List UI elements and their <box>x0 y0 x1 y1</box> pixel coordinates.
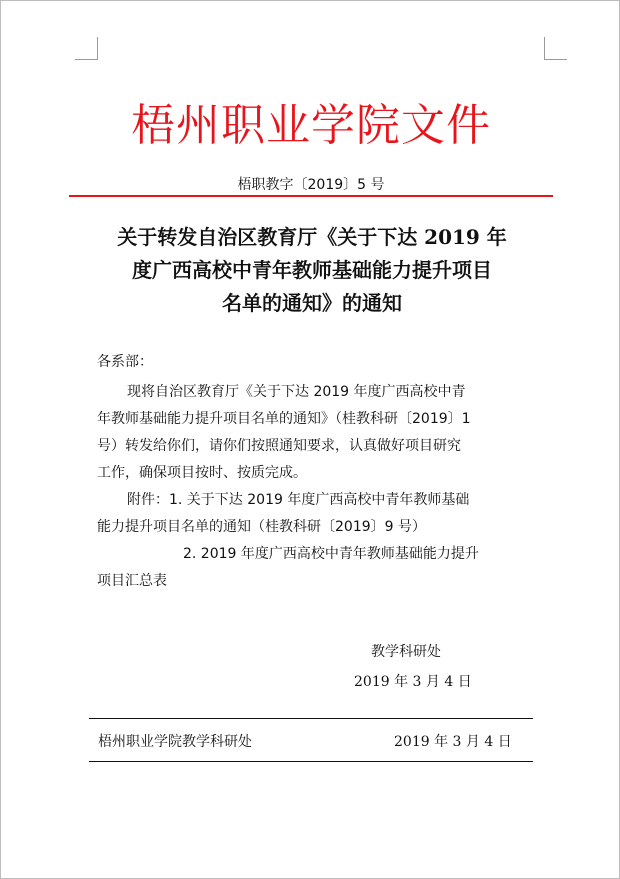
document-header-title: 梧州职业学院文件 <box>131 100 491 151</box>
salutation: 各系部： <box>97 354 153 370</box>
footer-bottom-rule <box>89 761 533 762</box>
title-line: 度广西高校中青年教师基础能力提升项目 <box>132 258 492 282</box>
footer-date: 2019 年 3 月 4 日 <box>394 734 512 750</box>
notice-body <box>97 379 531 595</box>
crop-mark-top-left <box>75 37 98 60</box>
body-line: 号）转发给你们，请你们按照通知要求，认真做好项目研究 <box>97 438 461 454</box>
body-line: 现将自治区教育厅《关于下达 2019 年度广西高校中青 <box>127 384 466 400</box>
title-line: 名单的通知》的通知 <box>222 291 402 315</box>
title-line: 关于转发自治区教育厅《关于下达 2019 年 <box>117 225 507 249</box>
attachment-line: 附件：1. 关于下达 2019 年度广西高校中青年教师基础 <box>127 492 470 508</box>
footer-top-rule <box>89 718 533 719</box>
footer-office: 梧州职业学院教学科研处 <box>98 734 252 750</box>
body-line: 工作，确保项目按时、按质完成。 <box>97 465 307 481</box>
attachment-line: 项目汇总表 <box>97 573 167 589</box>
crop-mark-top-right <box>544 37 567 60</box>
attachment-line: 2. 2019 年度广西高校中青年教师基础能力提升 <box>183 546 479 562</box>
signature-office: 教学科研处 <box>371 644 441 660</box>
attachment-line: 能力提升项目名单的通知（桂教科研〔2019〕9 号） <box>97 519 426 535</box>
document-number: 梧职教字〔2019〕5 号 <box>237 177 385 193</box>
signature-date: 2019 年 3 月 4 日 <box>354 674 472 690</box>
notice-title <box>89 221 535 320</box>
body-line: 年教师基础能力提升项目名单的通知》（桂教科研〔2019〕1 <box>97 411 471 427</box>
red-header-rule <box>69 195 553 197</box>
